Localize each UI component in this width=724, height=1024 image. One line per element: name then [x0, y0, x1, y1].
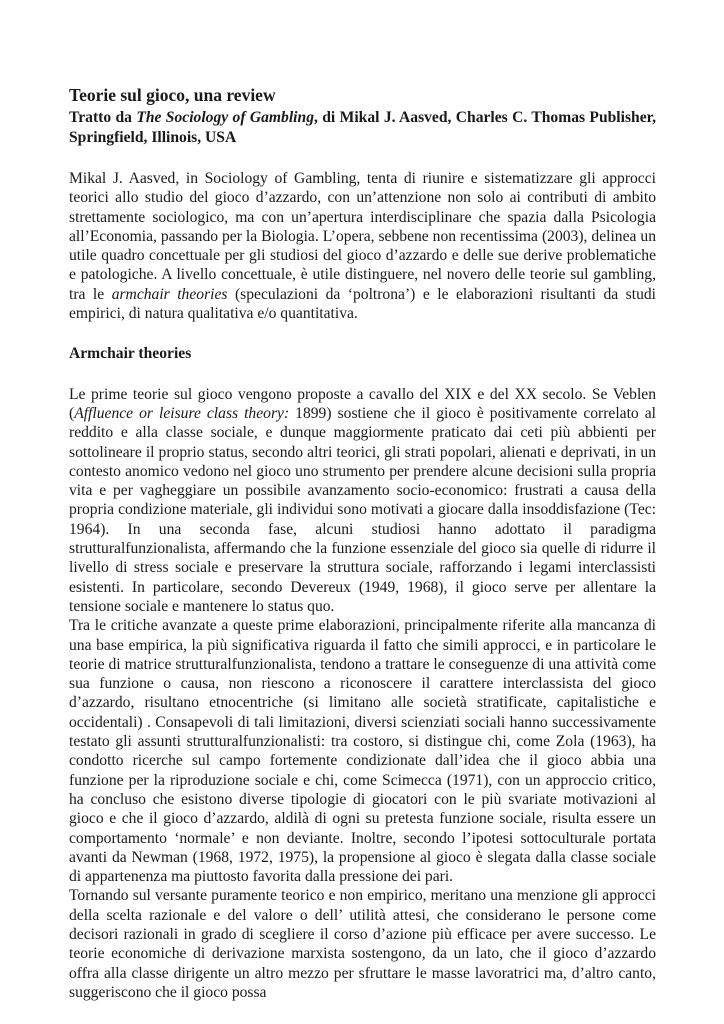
document-source	[69, 108, 656, 148]
spacer	[69, 323, 656, 344]
section-heading: Armchair theories	[69, 345, 192, 363]
source-book-title: The Sociology of Gambling	[136, 109, 314, 126]
body-paragraph-3: Tornando sul versante puramente teorico e non empirico, meritano una menzione gli approcci della scelta razionale e del valore o dell’ utilità attesi, che considerano le persone come decisori razionali in grado di scegliere il corso d’azione più efficace per avere successo. Le teorie economiche di derivazione marxista sostengono, da un lato, che il gioco d’azzardo offra alla classe dirigente un altro mezzo per sfruttare le masse lavoratrici ma, d’altro canto, suggeriscono che il gioco possa	[69, 887, 656, 1001]
paragraph1-emphasis: Affluence or leisure class theory:	[74, 404, 290, 422]
document-page	[69, 84, 656, 1002]
paragraph1-text-part1: Le prime teorie sul gioco vengono proposte a cavallo del XIX e del XX secolo. Se Veblen (	[69, 385, 656, 422]
source-prefix: Tratto da	[69, 109, 137, 126]
document-title: Teorie sul gioco, una review	[69, 85, 276, 105]
body-paragraph-2: Tra le critiche avanzate a queste prime elaborazioni, principalmente riferite alla mancanza di una base empirica, la più significativa riguarda il fatto che simili approcci, e in particolare le teorie di matrice strutturalfunzionalista, tendono a trattare le conseguenze di una attività come sua funzione o causa, non riescono a riconoscere il carattere interclassista del gioco d’azzardo, risultano etnocentriche (si limitano alle società stratificate, capitalistiche e occidentali) . Consapevoli di tali limitazioni, diversi scienziati sociali hanno successivamente testato gli assunti strutturalfunzionalisti: tra costoro, si distingue chi, come Zola (1963), ha condotto ricerche sul campo fortemente condizionate dall’idea che il gioco abbia una funzione per la riproduzione sociale e chi, come Scimecca (1971), con un approccio critico, ha concluso che esistono diverse tipologie di giocatori con le più svariate motivazioni al gioco e che il gioco d’azzardo, aldilà di ogni su pretesta funzione sociale, risulta essere un comportamento ‘normale’ e non deviante. Inoltre, secondo l’ipotesi sottoculturale portata avanti da Newman (1968, 1972, 1975), la propensione al gioco è slegata dalla classe sociale di appartenenza ma piuttosto favorita dalla pressione dei pari.	[69, 617, 656, 886]
intro-text-part2: (speculazioni da ‘poltrona’) e le elaborazioni risultanti da studi empirici, di natura qualitativa e/o quantitativa.	[69, 285, 657, 323]
intro-paragraph	[69, 169, 656, 323]
source-suffix: , di Mikal J. Aasved, Charles C. Thomas Publisher, Springfield, Illinois, USA	[69, 109, 657, 146]
spacer	[69, 364, 656, 385]
intro-emphasis: armchair theories	[111, 285, 228, 303]
body-paragraph-1	[69, 385, 656, 617]
intro-text-part1: Mikal J. Aasved, in Sociology of Gambling, tenta di riunire e sistematizzare gli approcci teorici allo studio del gioco d’azzardo, con un’attenzione non solo ai contributi di ambito strettamente sociologico, ma con un’apertura interdisciplinare che spazia dalla Psicologia all’Economia, passando per la Biologia. L’opera, sebbene non recentissima (2003), delinea un utile quadro concettuale per gli studiosi del gioco d’azzardo e delle sue derive problematiche e patologiche. A livello concettuale, è utile distinguere, nel novero delle teorie sul gambling, tra le	[69, 170, 656, 303]
spacer	[69, 148, 656, 169]
paragraph1-text-part2: 1899) sostiene che il gioco è positivamente correlato al reddito e alla classe sociale, e dunque maggiormente praticato dai ceti più abbienti per sottolineare il proprio status, secondo altri teorici, gli strati popolari, alienati e deprivati, in un contesto anomico vedono nel gioco uno strumento per prendere alcune decisioni sulla propria vita e per vagheggiare un possibile avanzamento socio-economico: frustrati a causa della propria condizione materiale, gli individui sono motivati a giocare dalla insoddisfazione (Tec: 1964). In una seconda fase, alcuni studiosi hanno adottato il paradigma strutturalfunzionalista, affermando che la funzione essenziale del gioco sia quelle di ridurre il livello di stress sociale e preservare la struttura sociale, rafforzando i legami interclassisti esistenti. In particolare, secondo Devereux (1949, 1968), il gioco serve per allentare la tensione sociale e mantenere lo status quo.	[69, 404, 657, 615]
